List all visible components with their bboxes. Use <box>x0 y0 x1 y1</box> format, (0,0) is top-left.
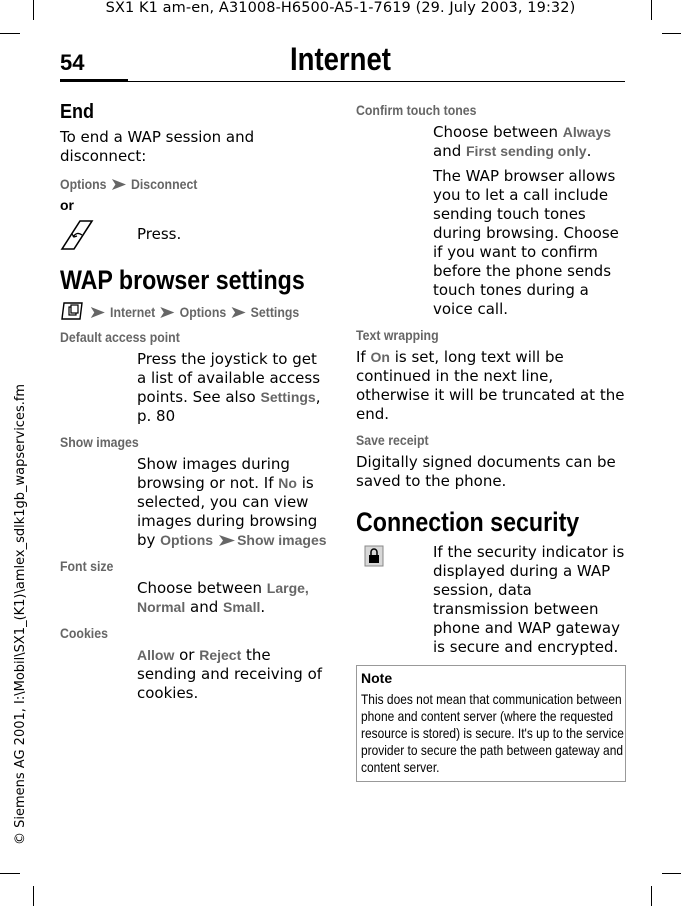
end-heading: End <box>60 101 95 123</box>
text-wrapping-text: If On is set, long text will be continued in the next line, otherwise it will be truncated at the end. <box>356 348 625 423</box>
header-rule-accent <box>60 79 128 82</box>
arrow-right-icon <box>112 179 126 190</box>
arrow-right-icon <box>231 307 245 318</box>
crop-mark <box>662 873 681 874</box>
note-title: Note <box>361 670 393 686</box>
arrow-right-icon <box>219 535 235 546</box>
arrow-right-icon <box>160 307 174 318</box>
confirm-tones-text: The WAP browser allows you to let a call include sending touch tones during browsing. Choose if you want to confirm before the phone sends touch tones during a voice call. <box>433 167 619 318</box>
save-receipt-label: Save receipt <box>356 432 429 448</box>
cookies-label: Cookies <box>60 625 108 641</box>
connection-security-heading: Connection security <box>356 507 580 537</box>
end-text: To end a WAP session and disconnect: <box>60 128 255 165</box>
page-title: Internet <box>290 41 391 77</box>
left-column <box>60 100 330 703</box>
arrow-right-icon <box>91 307 105 318</box>
press-text: Press. <box>137 225 182 243</box>
cookies-text: Allow or Reject the sending and receiving of cookies. <box>137 646 323 702</box>
crop-mark <box>651 886 652 906</box>
menu-key-icon <box>60 301 84 321</box>
crop-mark <box>0 33 20 34</box>
text-wrapping-label: Text wrapping <box>356 327 439 343</box>
wap-settings-heading: WAP browser settings <box>60 265 305 295</box>
confirm-tones-label: Confirm touch tones <box>356 102 477 118</box>
crop-mark <box>33 886 34 906</box>
note-box <box>356 665 626 782</box>
show-images-text: Show images during browsing or not. If No is selected, you can view images during browsing by Options Show images <box>137 455 327 549</box>
crop-mark <box>0 873 20 874</box>
end-key-icon <box>60 219 94 251</box>
crop-mark <box>662 33 681 34</box>
font-size-text: Choose between Large, Normal and Small. <box>137 579 309 616</box>
confirm-tones-choice: Choose between Always and First sending only. <box>433 123 612 160</box>
connection-security-text: If the security indicator is displayed during a WAP session, data transmission between phone and WAP gateway is secure and encrypted. <box>433 543 625 656</box>
document-header: SX1 K1 am-en, A31008-H6500-A5-1-7619 (29. July 2003, 19:32) <box>105 0 576 16</box>
right-column <box>356 100 626 782</box>
show-images-label: Show images <box>60 434 139 450</box>
font-size-label: Font size <box>60 558 114 574</box>
default-access-label: Default access point <box>60 329 180 345</box>
end-menu-path: Options Disconnect <box>60 176 198 192</box>
lock-icon <box>364 545 384 567</box>
default-access-text: Press the joystick to get a list of available access points. See also Settings, p. 80 <box>137 350 321 425</box>
save-receipt-text: Digitally signed documents can be saved to the phone. <box>356 453 616 490</box>
header-rule <box>60 81 625 82</box>
note-text: This does not mean that communication between phone and content server (where the requested resource is stored) is secure. It's up to the service provider to secure the path between gateway and content server. <box>361 692 624 775</box>
page-number: 54 <box>60 50 85 75</box>
sidebar-copyright: © Siemens AG 2001, I:\Mobil\SX1_(K1)\amlex_sdlk1gb_wapservices.fm <box>13 383 28 845</box>
or-text: or <box>60 197 74 213</box>
settings-menu-path: Internet Options Settings <box>89 301 299 323</box>
